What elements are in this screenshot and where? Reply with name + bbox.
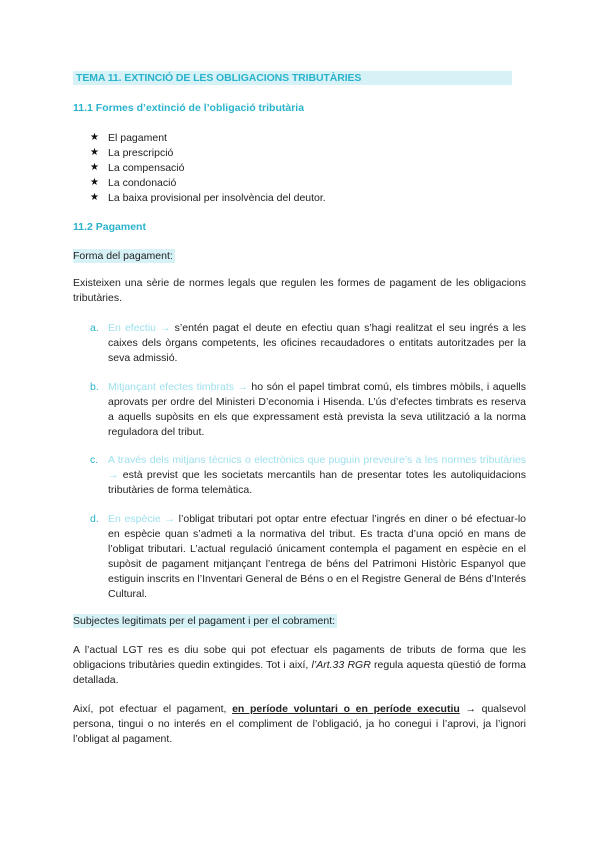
- arrow-icon: →: [108, 469, 119, 481]
- list-item: ★ La condonació: [90, 176, 177, 189]
- item-term: Mitjançant efectes timbrats: [108, 381, 234, 393]
- list-item: ★ La prescripció: [90, 146, 174, 159]
- list-item: ★ La baixa provisional per insolvència del deutor.: [90, 191, 326, 204]
- subheading-subjectes: Subjectes legitimats per el pagament i per el cobrament:: [73, 615, 336, 627]
- paragraph-pagament: Així, pot efectuar el pagament, en període voluntari o en període executiu → qualsevol persona, tingui o no interés en el compliment de l’obligació, ja ho conegui i l’aprovi, ja l’ignori l’obligat al pagament.: [73, 703, 526, 745]
- intro-paragraph: Existeixen una sèrie de normes legals que regulen les formes de pagament de les obligacions tributàries.: [73, 277, 526, 304]
- item-term: A través dels mitjans tècnics o electrònics que puguin preveure’s a les normes tributàries: [108, 454, 526, 466]
- star-icon: ★: [90, 192, 99, 203]
- section-heading-formes: 11.1 Formes d’extinció de l’obligació tributària: [73, 102, 305, 114]
- list-item: ★ El pagament: [90, 131, 167, 144]
- star-icon: ★: [90, 132, 99, 143]
- item-letter: b.: [90, 381, 99, 393]
- star-icon: ★: [90, 147, 99, 158]
- item-term: En efectiu: [108, 322, 156, 334]
- item-letter: a.: [90, 322, 99, 334]
- paragraph-lgt: A l’actual LGT res es diu sobe qui pot efectuar els pagaments de tributs de forma que les obligacions tributàries quedin extingides. Tot i així, l’Art.33 RGR regula aquesta qüestió de forma detallada.: [73, 644, 526, 686]
- item-letter: d.: [90, 513, 99, 525]
- star-icon: ★: [90, 162, 99, 173]
- list-item: ★ La compensació: [90, 161, 185, 174]
- emphasis-periode: en període voluntari o en període executiu: [232, 703, 460, 715]
- item-letter: c.: [90, 454, 99, 466]
- item-text: està previst que les societats mercantils han de presentar totes les autoliquidacions tributàries de forma telemàtica.: [108, 469, 526, 496]
- document-title: TEMA 11. EXTINCIÓ DE LES OBLIGACIONS TRIBUTÀRIES: [76, 72, 362, 84]
- section-heading-pagament: 11.2 Pagament: [73, 221, 146, 233]
- item-text: s’entén pagat el deute en efectiu quan s’hagi realitzat el seu ingrés a les caixes dels òrgans competents, les oficines recaudadores o entitats autoritzades per la seva admissió.: [108, 322, 526, 364]
- star-icon: ★: [90, 177, 99, 188]
- item-term: En espècie: [108, 513, 161, 525]
- item-text: ho són el papel timbrat comú, els timbres mòbils, i aquells aprovats per ordre del Ministeri D’economia i Hisenda. L’ús d’efectes timbrats es reserva a aquells supòsits en els que expressament està prevista la seva utilització a la norma reguladora del tribut.: [108, 381, 526, 438]
- arrow-icon: →: [164, 513, 175, 525]
- arrow-icon: →: [237, 381, 248, 393]
- legal-reference: l’Art.33 RGR: [311, 659, 371, 671]
- extinction-forms-list: [90, 130, 326, 205]
- item-text: l’obligat tributari pot optar entre efectuar l’ingrés en diner o bé efectuar-lo en espècie quan s’admeti a la normativa del tribut. Es tracta d’una opció en mans de l’obligat tributari. L’actual regulació únicament contempla el pagament en espècie en el supòsit de pagament mitjançant l’entrega de béns del Patrimoni Històric Espanyol que estiguin inscrits en l’Inventari General de Béns o en el Registre General de Béns d’Interés Cultural.: [108, 513, 526, 600]
- arrow-icon: →: [160, 322, 171, 334]
- subheading-forma-pagament: Forma del pagament:: [73, 250, 173, 262]
